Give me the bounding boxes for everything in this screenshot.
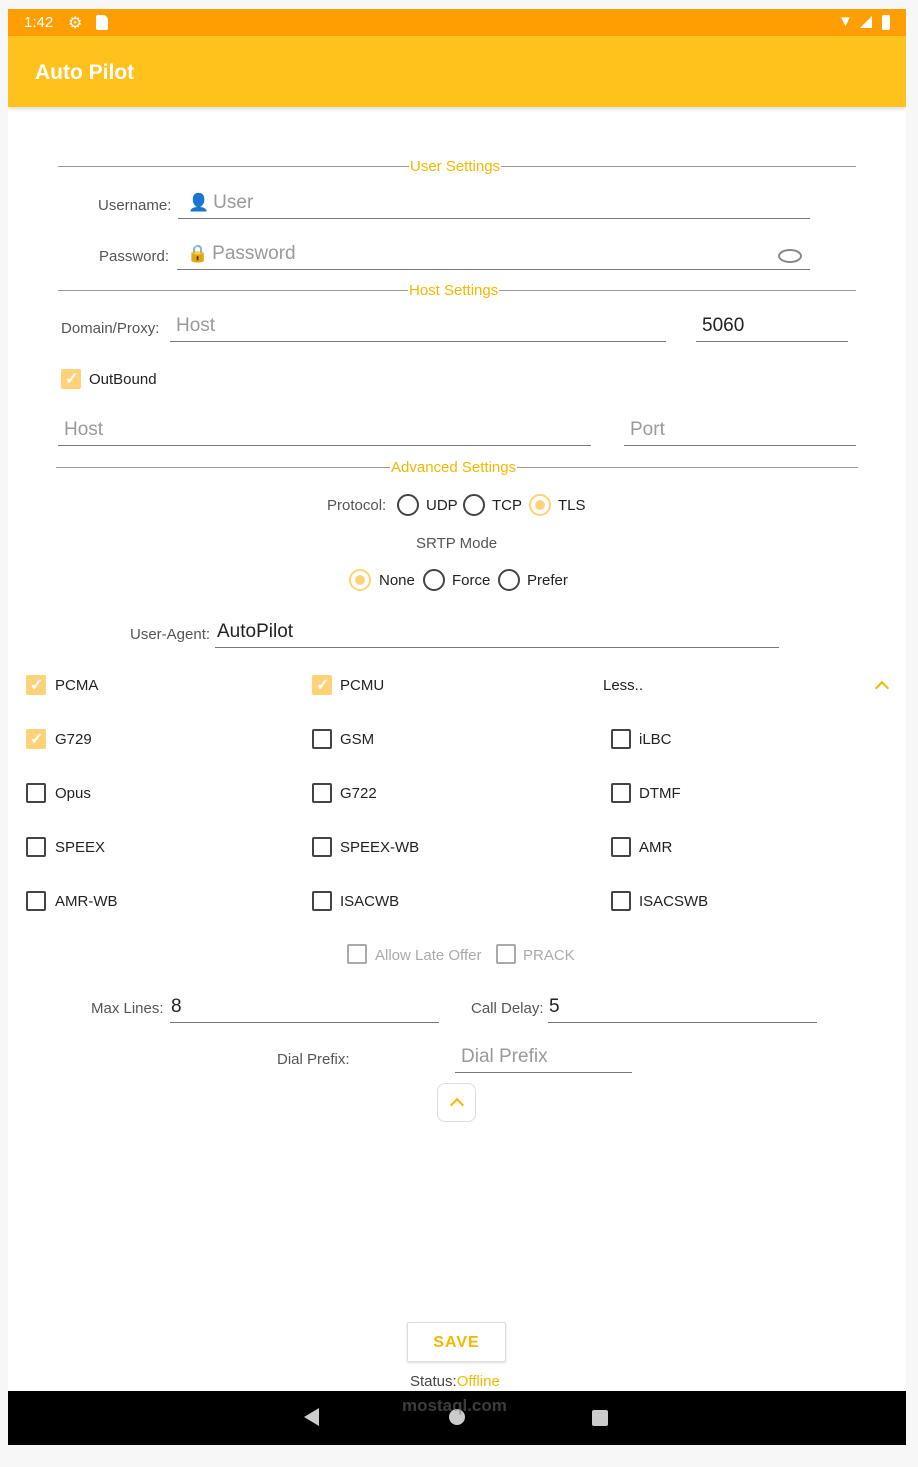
codec-pcmu-label: PCMU bbox=[340, 677, 385, 694]
outbound-host-placeholder: Host bbox=[64, 419, 104, 440]
codec-g729-label: G729 bbox=[55, 731, 92, 748]
srtp-none-label: None bbox=[379, 572, 415, 589]
codec-dtmf-checkbox[interactable] bbox=[611, 783, 631, 803]
call-delay-label: Call Delay: bbox=[471, 1000, 544, 1017]
codec-gsm-checkbox[interactable] bbox=[312, 729, 332, 749]
sd-card-icon bbox=[96, 15, 108, 30]
prack-label: PRACK bbox=[523, 947, 575, 964]
user-agent-label: User-Agent: bbox=[130, 626, 211, 643]
codec-speex-wb-label: SPEEX-WB bbox=[340, 839, 420, 856]
user-agent-value: AutoPilot bbox=[217, 621, 294, 642]
person-icon: 👤 bbox=[188, 193, 210, 212]
codec-amr-checkbox[interactable] bbox=[611, 837, 631, 857]
app-title: Auto Pilot bbox=[35, 61, 135, 84]
dial-prefix-placeholder: Dial Prefix bbox=[461, 1046, 548, 1067]
codec-opus-checkbox[interactable] bbox=[26, 783, 46, 803]
host-settings-title: Host Settings bbox=[409, 282, 499, 299]
protocol-tcp-radio[interactable] bbox=[463, 494, 485, 516]
outbound-label: OutBound bbox=[89, 371, 157, 388]
srtp-mode-label: SRTP Mode bbox=[416, 535, 498, 552]
protocol-udp-label: UDP bbox=[426, 497, 458, 514]
protocol-label: Protocol: bbox=[327, 497, 387, 514]
battery-icon bbox=[882, 15, 890, 30]
eye-icon[interactable] bbox=[778, 249, 802, 263]
save-button[interactable]: SAVE bbox=[407, 1322, 506, 1362]
prack-checkbox[interactable] bbox=[496, 944, 516, 964]
dial-prefix-field[interactable] bbox=[455, 1043, 632, 1073]
status-value: Offline bbox=[456, 1373, 500, 1390]
host-field[interactable] bbox=[170, 312, 666, 342]
port-field[interactable] bbox=[696, 312, 848, 342]
codec-g722-checkbox[interactable] bbox=[312, 783, 332, 803]
chevron-up-icon[interactable] bbox=[875, 681, 889, 695]
status-line bbox=[410, 1373, 500, 1390]
signal-icon bbox=[860, 16, 872, 28]
dial-prefix-label: Dial Prefix: bbox=[277, 1051, 350, 1068]
codec-amr-wb-checkbox[interactable] bbox=[26, 891, 46, 911]
max-lines-label: Max Lines: bbox=[91, 1000, 164, 1017]
max-lines-field[interactable] bbox=[170, 993, 439, 1023]
codec-gsm-label: GSM bbox=[340, 731, 375, 748]
domain-label: Domain/Proxy: bbox=[61, 320, 160, 337]
allow-late-offer-checkbox[interactable] bbox=[347, 944, 367, 964]
status-bar bbox=[8, 9, 906, 36]
collapse-button[interactable] bbox=[437, 1083, 476, 1122]
username-label: Username: bbox=[98, 197, 172, 214]
allow-late-offer-label: Allow Late Offer bbox=[375, 947, 482, 964]
srtp-prefer-radio[interactable] bbox=[498, 569, 520, 591]
codec-pcma-label: PCMA bbox=[55, 677, 99, 694]
status-label: Status: bbox=[410, 1373, 457, 1390]
outbound-port-field[interactable] bbox=[624, 416, 856, 446]
codec-isacswb-checkbox[interactable] bbox=[611, 891, 631, 911]
codec-g729-checkbox[interactable] bbox=[26, 729, 46, 749]
protocol-tls-label: TLS bbox=[558, 497, 586, 514]
codec-speex-checkbox[interactable] bbox=[26, 837, 46, 857]
outbound-checkbox[interactable] bbox=[61, 369, 81, 389]
call-delay-field[interactable] bbox=[548, 993, 817, 1023]
codec-dtmf-label: DTMF bbox=[639, 785, 681, 802]
codec-opus-label: Opus bbox=[55, 785, 91, 802]
wifi-icon: ▼ bbox=[838, 13, 853, 30]
outbound-port-placeholder: Port bbox=[630, 419, 665, 440]
codec-isacwb-checkbox[interactable] bbox=[312, 891, 332, 911]
outbound-host-field[interactable] bbox=[58, 416, 591, 446]
username-placeholder: User bbox=[213, 192, 254, 213]
codec-isacswb-label: ISACSWB bbox=[639, 893, 709, 910]
app-window bbox=[8, 9, 906, 1445]
advanced-settings-title: Advanced Settings bbox=[391, 459, 517, 476]
password-label: Password: bbox=[99, 248, 170, 265]
srtp-force-label: Force bbox=[452, 572, 491, 589]
back-icon[interactable] bbox=[304, 1408, 319, 1426]
user-settings-title: User Settings bbox=[410, 158, 501, 175]
app-bar bbox=[8, 36, 906, 107]
watermark: mostaql.com bbox=[402, 1396, 507, 1415]
clock: 1:42 bbox=[24, 14, 54, 31]
protocol-udp-radio[interactable] bbox=[397, 494, 419, 516]
codec-amr-wb-label: AMR-WB bbox=[55, 893, 118, 910]
lock-icon: 🔒 bbox=[187, 244, 209, 263]
codec-ilbc-checkbox[interactable] bbox=[611, 729, 631, 749]
recents-icon[interactable] bbox=[592, 1410, 608, 1426]
protocol-tcp-label: TCP bbox=[492, 497, 522, 514]
port-value: 5060 bbox=[702, 315, 745, 336]
codec-pcma-checkbox[interactable] bbox=[26, 675, 46, 695]
codec-ilbc-label: iLBC bbox=[639, 731, 672, 748]
password-placeholder: Password bbox=[212, 243, 296, 264]
srtp-prefer-label: Prefer bbox=[527, 572, 568, 589]
username-field[interactable] bbox=[178, 189, 810, 219]
codec-speex-wb-checkbox[interactable] bbox=[312, 837, 332, 857]
settings-icon: ⚙ bbox=[68, 15, 83, 32]
codec-g722-label: G722 bbox=[340, 785, 377, 802]
codec-speex-label: SPEEX bbox=[55, 839, 106, 856]
srtp-force-radio[interactable] bbox=[423, 569, 445, 591]
call-delay-value: 5 bbox=[549, 996, 560, 1017]
user-agent-field[interactable] bbox=[215, 618, 779, 648]
codec-amr-label: AMR bbox=[639, 839, 673, 856]
password-field[interactable] bbox=[177, 240, 810, 270]
codec-pcmu-checkbox[interactable] bbox=[312, 675, 332, 695]
srtp-none-radio[interactable] bbox=[349, 569, 371, 591]
chevron-up-icon bbox=[450, 1098, 464, 1112]
protocol-tls-radio[interactable] bbox=[529, 494, 551, 516]
less-toggle[interactable]: Less.. bbox=[603, 677, 644, 694]
codec-isacwb-label: ISACWB bbox=[340, 893, 400, 910]
max-lines-value: 8 bbox=[171, 996, 182, 1017]
host-placeholder: Host bbox=[176, 315, 216, 336]
